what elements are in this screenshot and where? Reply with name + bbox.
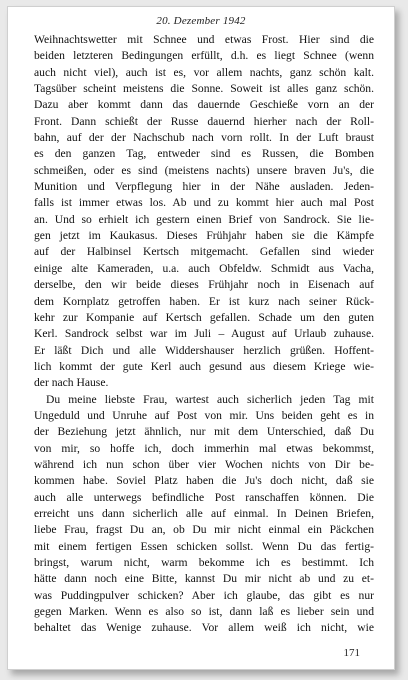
text-line: einige alte Kameraden, u.a. auch Obfeldw. Schmidt aus Vacha, <box>34 261 374 275</box>
text-line: hätte dann noch eine Bitte, kannst Du mir nicht ab und zu et- <box>34 572 374 586</box>
text-line: schmeißen, oder es sind (meistens nachts) unsere braven Ju's, die <box>34 163 374 177</box>
text-line: kehr zur Kompanie auf Kertsch gefallen. Schade um den guten <box>34 310 374 324</box>
text-line: Er läßt Dich und alle Widdershauser herzlich grüßen. Hoffent- <box>34 343 374 357</box>
text-line: der nach Hause. <box>34 376 109 390</box>
page-number: 171 <box>343 647 360 659</box>
text-line: während ich nun schon über vier Wochen nichts von Dir be- <box>34 457 374 471</box>
text-line: von mir, so hoffe ich, doch immerhin mal etwas bekommst, <box>34 441 374 455</box>
text-line: es den ganzen Tag, entweder sind es Russen, die Bomben <box>34 147 374 161</box>
text-line: liebe Frau, fragst Du an, ob Du mir nicht einmal ein Päckchen <box>34 523 374 537</box>
text-line: Ungeduld und Unruhe auf Post von mir. Uns beiden geht es in <box>34 408 374 422</box>
text-line: was Puddingpulver schicken? Aber ich glaube, das gibt es nur <box>34 588 374 602</box>
text-line: Dazu aber kommt dann das dauernde Geschieße vorn an der <box>34 98 374 112</box>
text-line: gegen Marken. Wenn es also so ist, dann laß es lieber sein und <box>34 605 374 619</box>
text-line: derselbe, den wir beide dieses Frühjahr noch in Eisenach auf <box>34 278 374 292</box>
text-line: falls ist immer etwas los. Ab und zu kommt hier auch mal Post <box>34 196 374 210</box>
text-line: dem Kornplatz getroffen haben. Er ist kurz nach seiner Rück- <box>34 294 374 308</box>
text-line: beiden letzteren Bedingungen erfüllt, d.h. es liegt Schnee (wenn <box>34 49 374 63</box>
text-line: lich kommt der gute Kerl auch gesund aus diesem Kriege wie- <box>34 359 374 373</box>
text-line: auch nicht viel), auch ist es, vor allem nachts, ganz schön kalt. <box>34 65 374 79</box>
text-line: an. Und so erhielt ich gestern einen Brief von Sandrock. Sie lie- <box>34 212 374 226</box>
paragraph-2 <box>34 392 374 637</box>
text-line: Front. Dann schießt der Russe dauernd hierher nach der Roll- <box>34 114 374 128</box>
text-line: mit einem fertigen Essen schicken sollst. Wenn Du das fertig- <box>34 539 374 553</box>
book-page <box>7 6 395 670</box>
text-line: erreicht uns dann sicherlich alle auf einmal. In Deinen Briefen, <box>34 506 374 520</box>
body-text <box>34 32 374 637</box>
paragraph-1 <box>34 32 374 392</box>
text-line: auf der Halbinsel Kertsch mitgemacht. Gefallen sind wieder <box>34 245 374 259</box>
text-line: kommen habe. Soviel Platz haben die Ju's doch nicht, daß sie <box>34 474 374 488</box>
text-line: Kerl. Sandrock selbst war im Juli – August auf Urlaub zuhause. <box>34 327 374 341</box>
text-line: behaltet das Wenige zuhause. Vor allem weiß ich nicht, wie <box>34 621 374 635</box>
text-line: der Beziehung jetzt ähnlich, nur mit dem Unterschied, daß Du <box>34 425 374 439</box>
text-line: bringst, warum nicht, warm bekomme ich es bestimmt. Ich <box>34 556 374 569</box>
text-line: auch alle unterwegs befindliche Post ranschaffen können. Die <box>34 490 374 504</box>
text-line: Munition und Verpflegung hier in der Nähe ausladen. Jeden- <box>34 180 374 194</box>
text-line: Weihnachtswetter mit Schnee und etwas Frost. Hier sind die <box>34 33 374 46</box>
running-header-date: 20. Dezember 1942 <box>156 15 246 27</box>
text-line: Du meine liebste Frau, wartest auch sicherlich jeden Tag mit <box>46 392 374 406</box>
text-line: Tagsüber scheint meistens die Sonne. Soweit ist alles ganz schön. <box>34 82 374 96</box>
text-line: gen jetzt im Kaukasus. Dieses Frühjahr haben sie die Kämpfe <box>34 229 374 243</box>
text-line: bahn, auf der der Nachschub nach vorn rollt. In der Luft braust <box>34 131 374 145</box>
